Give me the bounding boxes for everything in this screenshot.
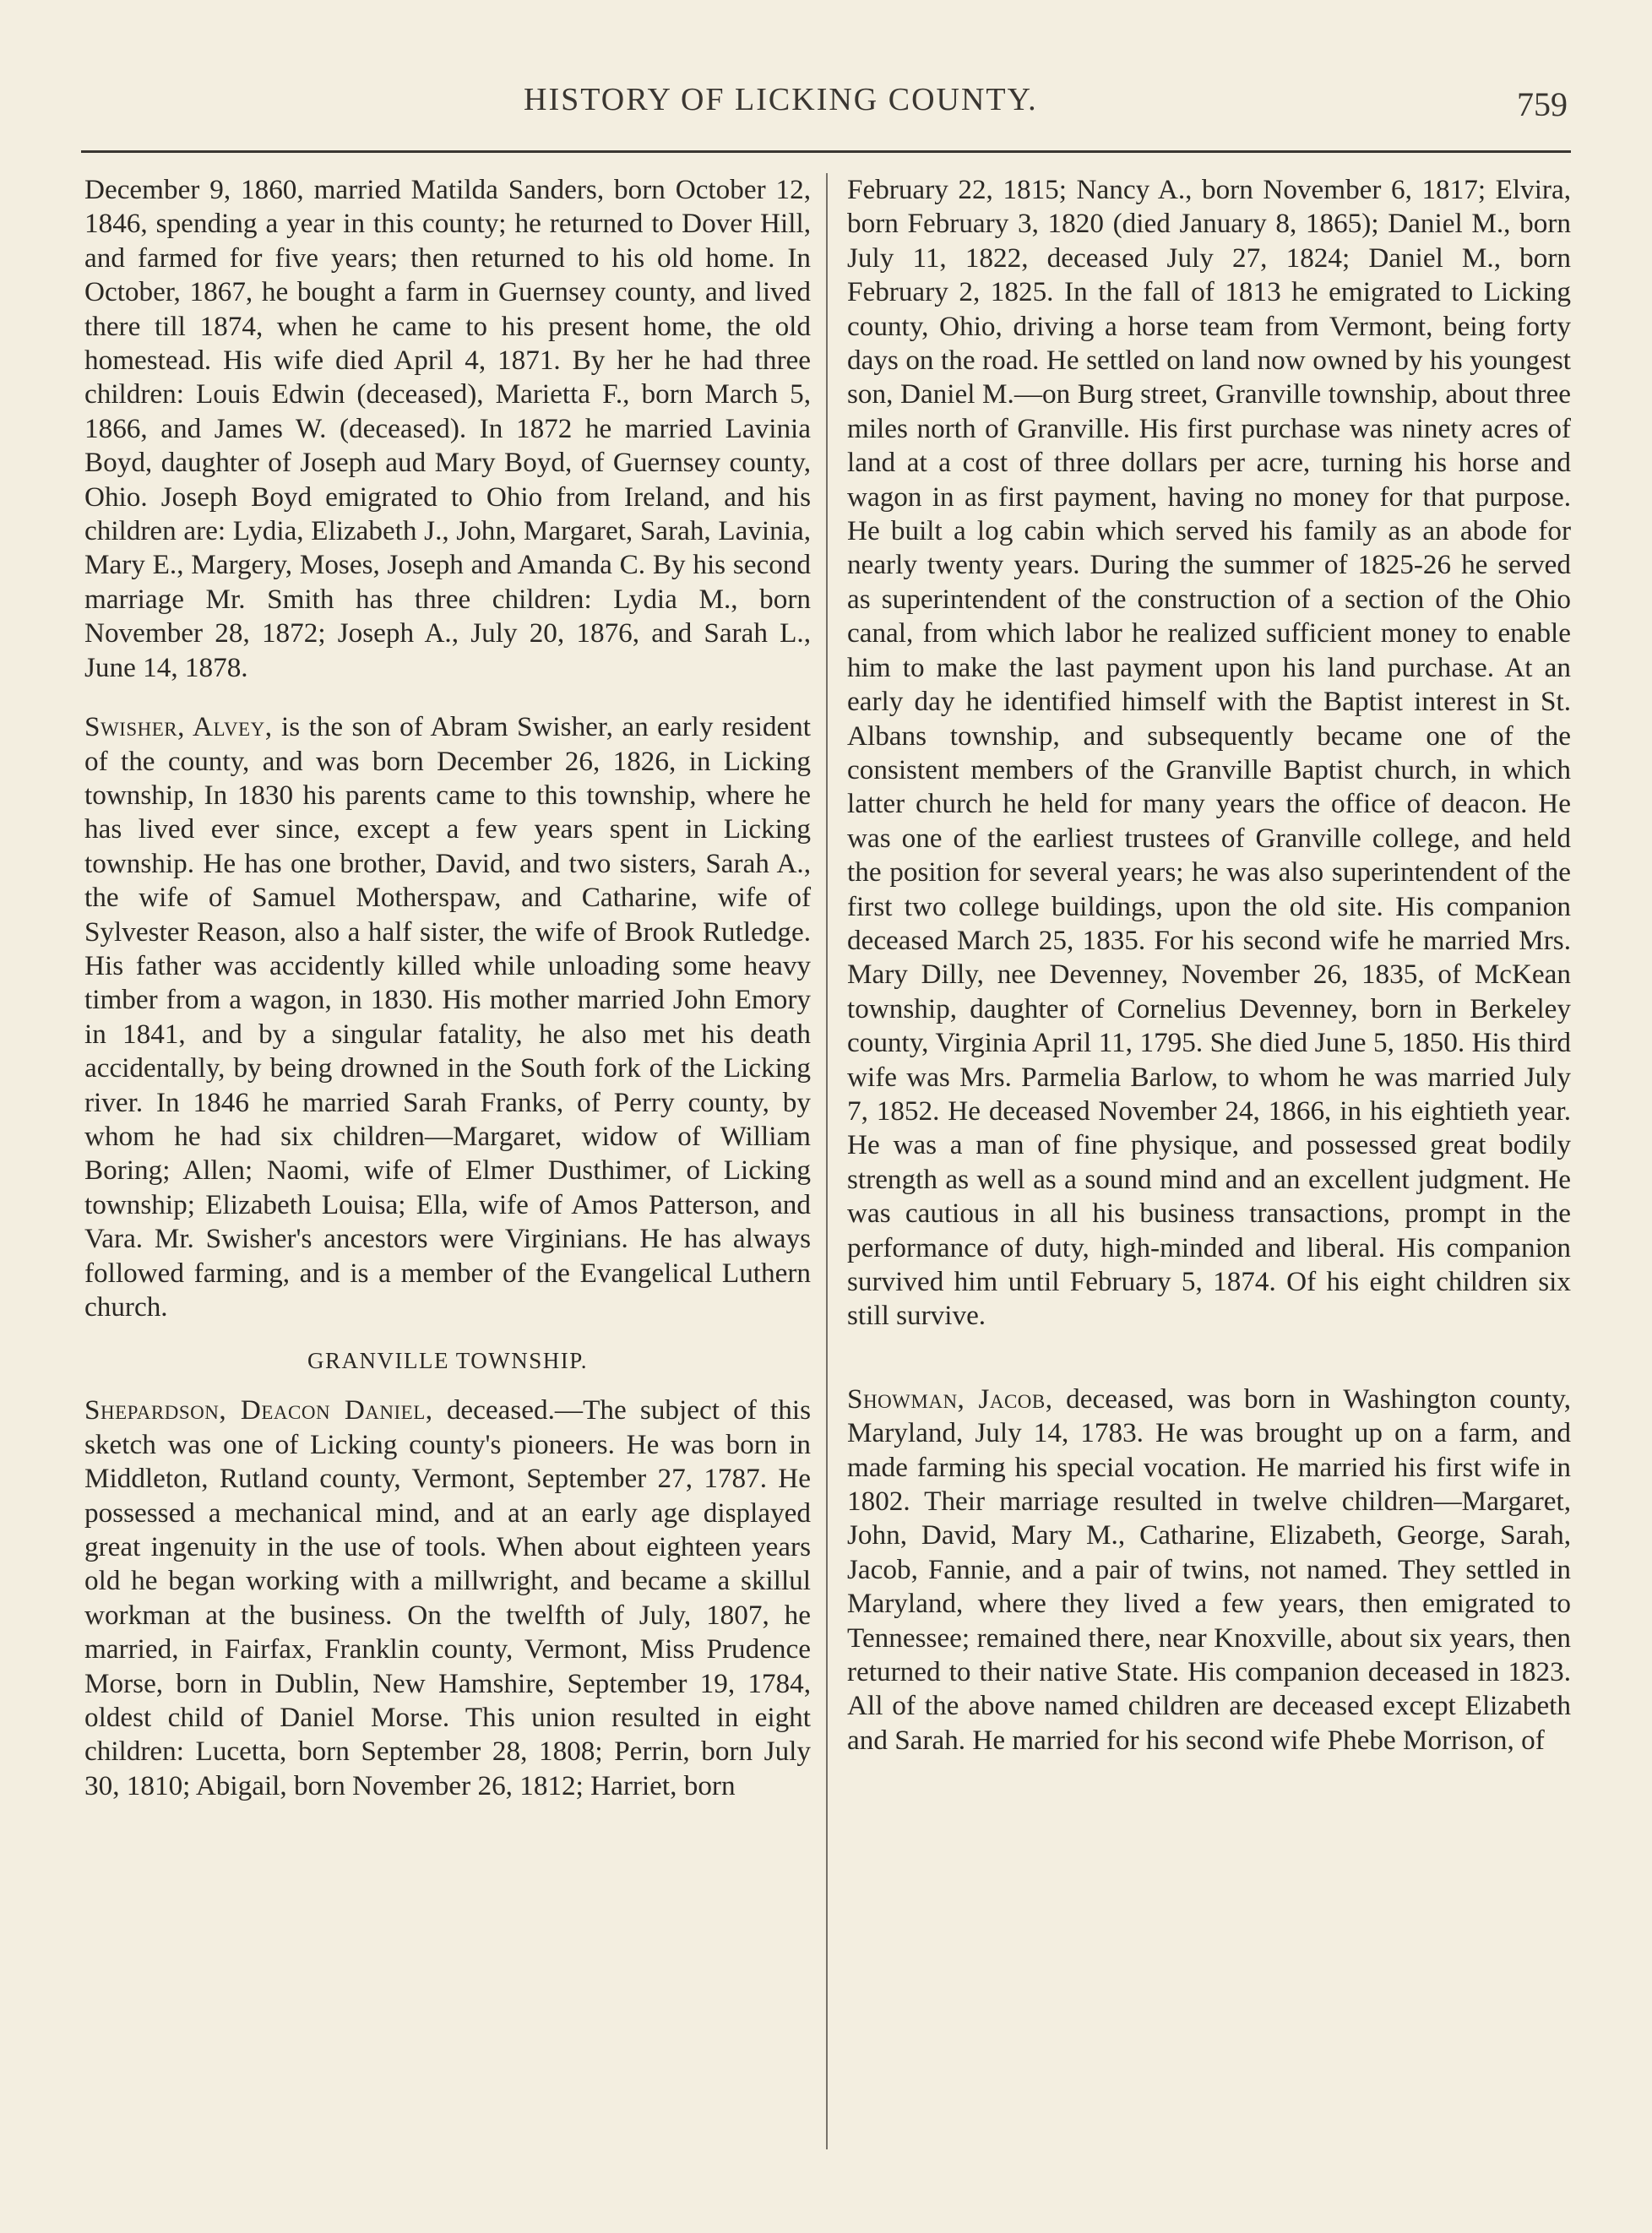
- entry-shepardson-daniel: [84, 1394, 811, 1803]
- entry-showman-jacob: [847, 1383, 1571, 1758]
- left-column: [84, 173, 811, 1803]
- section-heading: GRANVILLE TOWNSHIP.: [307, 1348, 588, 1374]
- entry-text: is the son of Abram Swisher, an early resident of the county, and was born December 26, 1826, in Licking township, In 1830 his parents came to this township, where he has lived ever since, except a few years spent in Licking township. He has one brother, David, and two sisters, Sarah A., the wife of Samuel Motherspaw, and Catharine, wife of Sylvester Reason, also a half sister, the wife of Brook Rutledge. His father was accidently killed while unloading some heavy timber from a wagon, in 1830. His mother married John Emory in 1841, and by a singular fatality, he also met his death accidentally, by being drowned in the South fork of the Licking river. In 1846 he married Sarah Franks, of Perry county, by whom he had six children—Margaret, widow of William Boring; Allen; Naomi, wife of Elmer Dusthimer, of Licking township; Elizabeth Louisa; Ella, wife of Amos Patterson, and Vara. Mr. Swisher's ancestors were Virginians. He has always followed farming, and is a member of the Evangelical Luthern church.: [84, 711, 811, 1323]
- entry-text: deceased, was born in Washington county, Maryland, July 14, 1783. He was brought up on a farm, and made farming his special vocation. He married his first wife in 1802. Their marriage resulted in twelve children—Margaret, John, David, Mary M., Catharine, Elizabeth, George, Sarah, Jacob, Fannie, and a pair of twins, not named. They settled in Maryland, where they lived a few years, then emigrated to Tennessee; remained there, near Knoxville, about six years, then returned to their native State. His companion deceased in 1823. All of the above named children are deceased except Elizabeth and Sarah. He married for his second wife Phebe Morrison, of: [847, 1383, 1571, 1756]
- running-head: [84, 81, 1571, 132]
- entry-text: deceased.—The subject of this sketch was one of Licking county's pioneers. He was born in Middleton, Rutland county, Vermont, September 27, 1787. He possessed a mechanical mind, and at an early age displayed great ingenuity in the use of tools. When about eighteen years old he began working with a millwright, and became a skillul workman at the business. On the twelfth of July, 1807, he married, in Fairfax, Franklin county, Vermont, Miss Prudence Morse, born in Dublin, New Hamshire, September 19, 1784, oldest child of Daniel Morse. This union resulted in eight children: Lucetta, born September 28, 1808; Perrin, born July 30, 1810; Abigail, born November 26, 1812; Harriet, born: [84, 1394, 812, 1801]
- paragraph-smith-continued: December 9, 1860, married Matilda Sanders, born October 12, 1846, spending a year in this county; he returned to Dover Hill, and farmed for five years; then returned to his old home. In October, 1867, he bought a farm in Guernsey county, and lived there till 1874, when he came to his present home, the old homestead. His wife died April 4, 1871. By her he had three children: Louis Edwin (deceased), Marietta F., born March 5, 1866, and James W. (deceased). In 1872 he married Lavinia Boyd, daughter of Joseph aud Mary Boyd, of Guernsey county, Ohio. Joseph Boyd emigrated to Ohio from Ireland, and his children are: Lydia, Elizabeth J., John, Margaret, Sarah, Lavinia, Mary E., Margery, Moses, Joseph and Amanda C. By his second marriage Mr. Smith has three children: Lydia M., born November 28, 1872; Joseph A., July 20, 1876, and Sarah L., June 14, 1878.: [84, 174, 811, 683]
- right-column: [847, 173, 1571, 1758]
- column-divider: [826, 173, 828, 2149]
- paragraph-shepardson-continued: February 22, 1815; Nancy A., born November 6, 1817; Elvira, born February 3, 1820 (died January 8, 1865); Daniel M., born July 11, 1822, deceased July 27, 1824; Daniel M., born February 2, 1825. In the fall of 1813 he emigrated to Licking county, Ohio, driving a horse team from Vermont, being forty days on the road. He settled on land now owned by his youngest son, Daniel M.—on Burg street, Granville township, about three miles north of Granville. His first purchase was ninety acres of land at a cost of three dollars per acre, turning his horse and wagon in as first payment, having no money for that purpose. He built a log cabin which served his family as an abode for nearly twenty years. During the summer of 1825-26 he served as superintendent of the construction of a section of the Ohio canal, from which labor he realized sufficient money to enable him to make the last payment upon his land purchase. At an early day he identified himself with the Baptist interest in St. Albans township, and subsequently became one of the consistent members of the Granville Baptist church, in which latter church he held for many years the office of deacon. He was one of the earliest trustees of Granville college, and held the position for several years; he was also superintendent of the first two college buildings, upon the old site. His companion deceased March 25, 1835. For his second wife he married Mrs. Mary Dilly, nee Devenney, November 26, 1835, of McKean township, daughter of Cornelius Devenney, born in Berkeley county, Virginia April 11, 1795. She died June 5, 1850. His third wife was Mrs. Parmelia Barlow, to whom he was married July 7, 1852. He deceased November 24, 1866, in his eightieth year. He was a man of fine physique, and possessed great bodily strength as well as a sound mind and an excellent judgment. He was cautious in all his business transactions, prompt in the performance of duty, high-minded and liberal. His companion survived him until February 5, 1874. Of his eight children six still survive.: [847, 174, 1571, 1332]
- page-number: 759: [1517, 85, 1568, 123]
- entry-name: Swisher, Alvey,: [84, 711, 273, 743]
- entry-name: Showman, Jacob,: [847, 1383, 1053, 1415]
- entry-name: Shepardson, Deacon Daniel,: [84, 1394, 433, 1426]
- header-rule: [81, 150, 1571, 153]
- entry-swisher-alvey: [84, 710, 811, 1324]
- page-title: HISTORY OF LICKING COUNTY.: [524, 82, 1038, 117]
